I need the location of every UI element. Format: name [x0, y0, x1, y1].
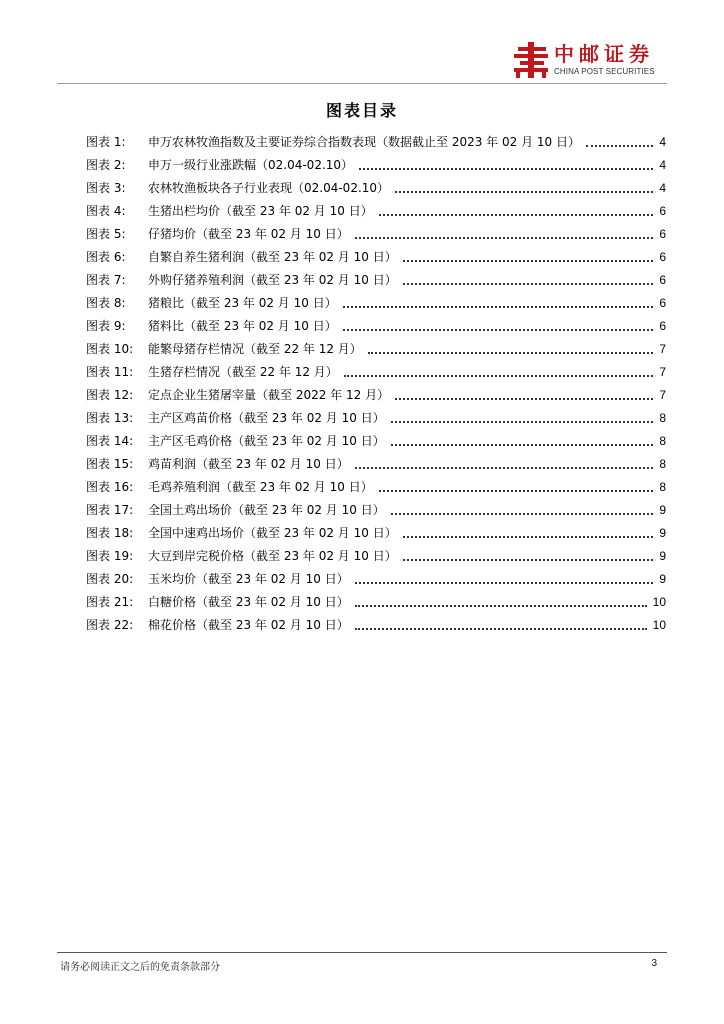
toc-entry-text: 猪料比（截至 23 年 02 月 10 日）: [148, 319, 337, 333]
toc-dot-leader: [403, 559, 654, 561]
toc-dot-leader: [586, 145, 653, 147]
toc-entry-page: 9: [659, 571, 666, 586]
toc-dot-leader: [379, 214, 654, 216]
toc-entry-text: 毛鸡养殖利润（截至 23 年 02 月 10 日）: [148, 480, 373, 494]
toc-entry[interactable]: [86, 383, 666, 406]
toc-entry-label: 图表 1:: [86, 135, 126, 149]
toc-dot-leader: [355, 582, 654, 584]
toc-entry[interactable]: [86, 176, 666, 199]
toc-entry-page: 8: [659, 479, 666, 494]
toc-entry-page: 10: [652, 594, 666, 609]
toc-dot-leader: [368, 352, 654, 354]
page-number: 3: [651, 958, 657, 969]
toc-entry[interactable]: [86, 130, 666, 153]
toc-entry-text: 鸡苗利润（截至 23 年 02 月 10 日）: [148, 457, 349, 471]
toc-entry-label: 图表 16:: [86, 480, 134, 494]
toc-entry-label: 图表 17:: [86, 503, 134, 517]
toc-entry-label: 图表 21:: [86, 595, 134, 609]
toc-dot-leader: [355, 628, 647, 630]
toc-entry-page: 7: [659, 341, 666, 356]
toc-entry-label: 图表 13:: [86, 411, 134, 425]
toc-entry-label: 图表 11:: [86, 365, 134, 379]
toc-entry-text: 生猪出栏均价（截至 23 年 02 月 10 日）: [148, 204, 373, 218]
toc-entry[interactable]: [86, 314, 666, 337]
toc-entry-page: 7: [659, 364, 666, 379]
toc-dot-leader: [391, 421, 654, 423]
toc-entry-label: 图表 4:: [86, 204, 126, 218]
toc-dot-leader: [403, 283, 654, 285]
toc-entry-page: 8: [659, 456, 666, 471]
toc-entry-page: 6: [659, 318, 666, 333]
toc-entry-text: 棉花价格（截至 23 年 02 月 10 日）: [148, 618, 349, 632]
toc-entry-text: 全国中速鸡出场价（截至 23 年 02 月 10 日）: [148, 526, 397, 540]
toc-entry[interactable]: [86, 337, 666, 360]
toc-entry-text: 大豆到岸完税价格（截至 23 年 02 月 10 日）: [148, 549, 397, 563]
header-divider: [57, 83, 667, 84]
toc-entry[interactable]: [86, 452, 666, 475]
toc-entry-page: 6: [659, 203, 666, 218]
toc-entry[interactable]: [86, 360, 666, 383]
toc-entry-page: 9: [659, 548, 666, 563]
toc-entry-label: 图表 9:: [86, 319, 126, 333]
toc-entry-label: 图表 3:: [86, 181, 126, 195]
toc-entry[interactable]: [86, 567, 666, 590]
toc-dot-leader: [355, 605, 647, 607]
toc-title: 图表目录: [325, 101, 398, 120]
toc-entry[interactable]: [86, 521, 666, 544]
toc-entry-label: 图表 8:: [86, 296, 126, 310]
toc-dot-leader: [355, 237, 654, 239]
toc-dot-leader: [395, 398, 653, 400]
toc-entry-text: 仔猪均价（截至 23 年 02 月 10 日）: [148, 227, 349, 241]
toc-entry-page: 7: [659, 387, 666, 402]
toc-entry-page: 6: [659, 295, 666, 310]
toc-dot-leader: [391, 444, 654, 446]
toc-entry-text: 玉米均价（截至 23 年 02 月 10 日）: [148, 572, 349, 586]
toc-entry-page: 4: [659, 134, 666, 149]
toc-entry-page: 9: [659, 502, 666, 517]
toc-entry-text: 农林牧渔板块各子行业表现（02.04-02.10）: [148, 181, 390, 195]
toc-entry[interactable]: [86, 429, 666, 452]
toc-entry-text: 全国土鸡出场价（截至 23 年 02 月 10 日）: [148, 503, 385, 517]
toc-entry-text: 外购仔猪养殖利润（截至 23 年 02 月 10 日）: [148, 273, 397, 287]
toc-entry-label: 图表 15:: [86, 457, 134, 471]
toc-entry-label: 图表 7:: [86, 273, 126, 287]
toc-entry[interactable]: [86, 153, 666, 176]
toc-entry-page: 6: [659, 249, 666, 264]
toc-dot-leader: [403, 536, 654, 538]
toc-list: [86, 130, 666, 636]
toc-entry-text: 主产区鸡苗价格（截至 23 年 02 月 10 日）: [148, 411, 385, 425]
toc-entry-page: 6: [659, 226, 666, 241]
toc-entry-label: 图表 22:: [86, 618, 134, 632]
logo-chinese-name: 中邮证券: [554, 42, 654, 66]
company-logo: [512, 40, 655, 80]
footer-disclaimer: 请务必阅读正文之后的免责条款部分: [60, 962, 220, 973]
toc-entry-text: 申万一级行业涨跌幅（02.04-02.10）: [148, 158, 354, 172]
toc-dot-leader: [343, 306, 654, 308]
toc-entry-text: 猪粮比（截至 23 年 02 月 10 日）: [148, 296, 337, 310]
toc-entry[interactable]: [86, 613, 666, 636]
toc-entry-label: 图表 5:: [86, 227, 126, 241]
logo-english-name: CHINA POST SECURITIES: [554, 67, 655, 76]
toc-dot-leader: [379, 490, 654, 492]
toc-entry-text: 能繁母猪存栏情况（截至 22 年 12 月）: [148, 342, 362, 356]
footer-divider: [57, 952, 667, 953]
toc-entry-page: 4: [659, 157, 666, 172]
toc-dot-leader: [343, 329, 654, 331]
toc-entry-label: 图表 2:: [86, 158, 126, 172]
toc-entry[interactable]: [86, 199, 666, 222]
toc-entry-page: 8: [659, 410, 666, 425]
toc-dot-leader: [355, 467, 654, 469]
toc-entry[interactable]: [86, 222, 666, 245]
toc-entry-label: 图表 18:: [86, 526, 134, 540]
toc-entry-page: 6: [659, 272, 666, 287]
toc-entry[interactable]: [86, 406, 666, 429]
toc-entry[interactable]: [86, 590, 666, 613]
toc-entry[interactable]: [86, 245, 666, 268]
toc-entry-label: 图表 19:: [86, 549, 134, 563]
toc-entry-label: 图表 20:: [86, 572, 134, 586]
toc-entry-label: 图表 14:: [86, 434, 134, 448]
toc-dot-leader: [359, 168, 653, 170]
toc-entry-text: 定点企业生猪屠宰量（截至 2022 年 12 月）: [148, 388, 390, 402]
toc-entry-label: 图表 6:: [86, 250, 126, 264]
toc-entry-page: 9: [659, 525, 666, 540]
toc-entry-page: 10: [652, 617, 666, 632]
toc-entry-text: 主产区毛鸡价格（截至 23 年 02 月 10 日）: [148, 434, 385, 448]
toc-entry[interactable]: [86, 268, 666, 291]
toc-entry[interactable]: [86, 544, 666, 567]
toc-dot-leader: [395, 191, 653, 193]
toc-entry-text: 申万农林牧渔指数及主要证券综合指数表现（数据截止至 2023 年 02 月 10 日）: [148, 135, 580, 149]
toc-dot-leader: [391, 513, 654, 515]
toc-entry[interactable]: [86, 475, 666, 498]
toc-dot-leader: [403, 260, 654, 262]
china-post-logo-icon: [512, 40, 550, 80]
toc-entry-page: 8: [659, 433, 666, 448]
toc-entry-page: 4: [659, 180, 666, 195]
toc-entry-text: 白糖价格（截至 23 年 02 月 10 日）: [148, 595, 349, 609]
toc-entry-text: 自繁自养生猪利润（截至 23 年 02 月 10 日）: [148, 250, 397, 264]
toc-entry-label: 图表 12:: [86, 388, 134, 402]
toc-entry[interactable]: [86, 498, 666, 521]
toc-dot-leader: [344, 375, 654, 377]
toc-entry-label: 图表 10:: [86, 342, 134, 356]
toc-entry[interactable]: [86, 291, 666, 314]
toc-entry-text: 生猪存栏情况（截至 22 年 12 月）: [148, 365, 338, 379]
